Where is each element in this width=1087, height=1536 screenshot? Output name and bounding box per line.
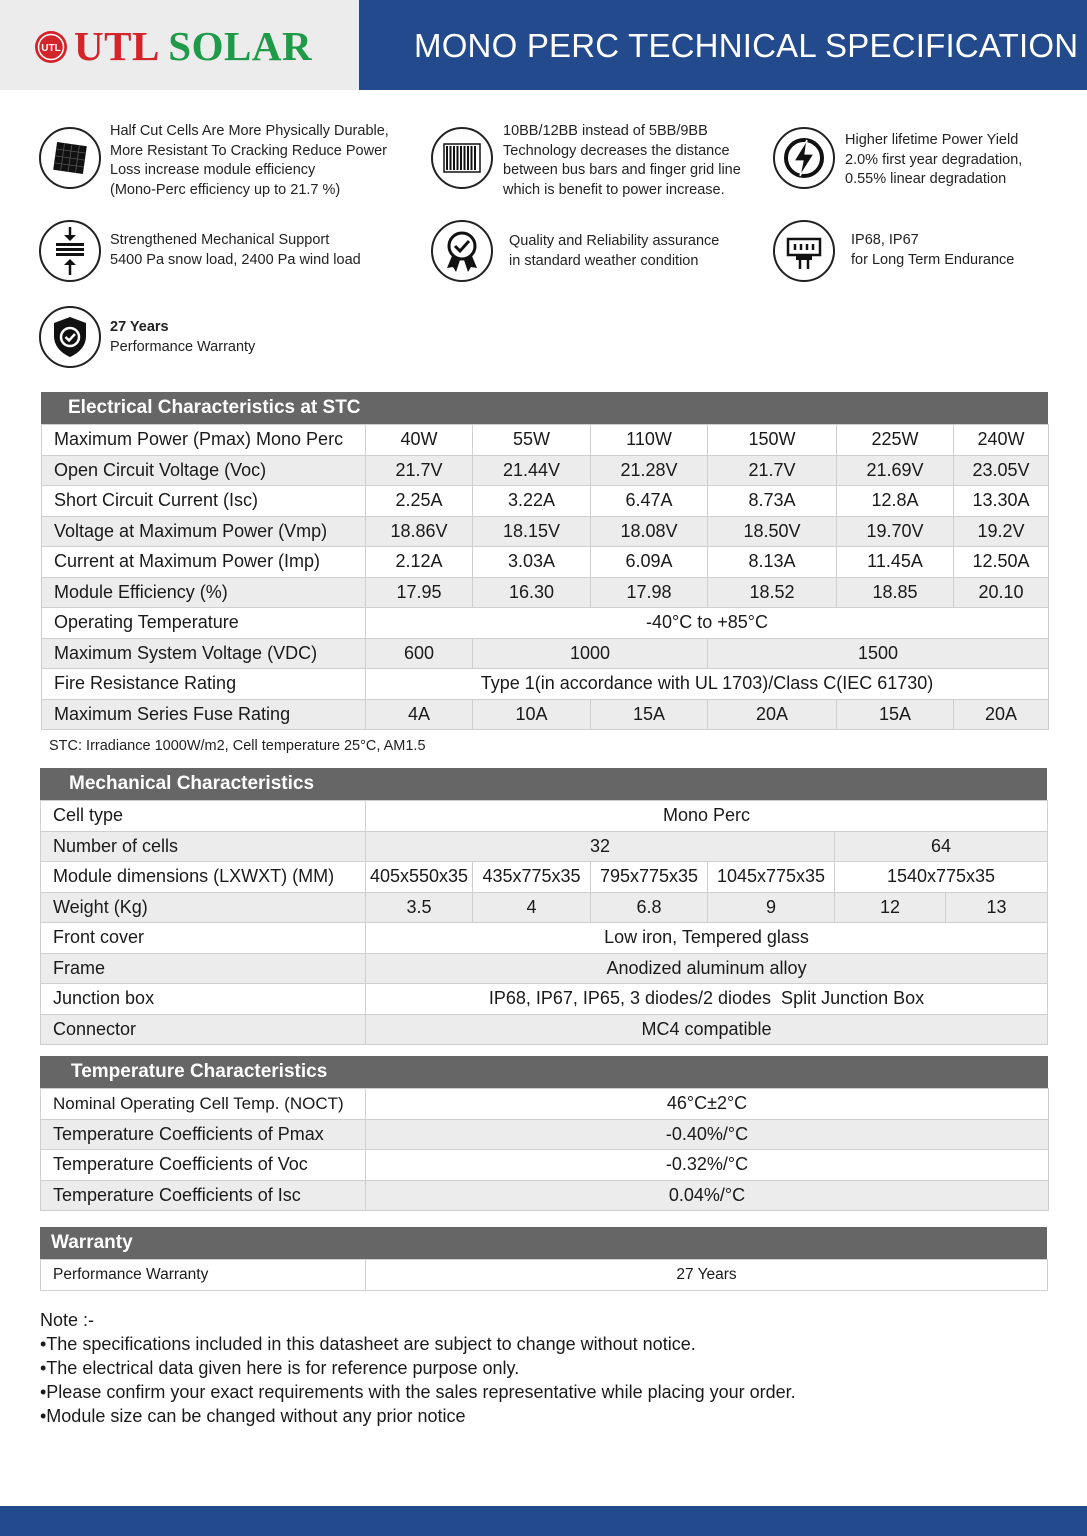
feature-title: 27 Years [110,319,169,335]
note-item: •The electrical data given here is for reference purpose only. [40,1358,520,1378]
load-icon [38,219,102,283]
cell-value: 12.50A [954,547,1049,578]
temperature-table [40,1088,1049,1211]
feature-text [110,231,361,270]
row-label: Maximum Series Fuse Rating [42,699,366,730]
cell-value: 3.03A [473,547,591,578]
cell-value: 18.86V [366,516,473,547]
half-cut-cell-icon [38,126,102,190]
cell-value: 2.25A [366,486,473,517]
row-label: Nominal Operating Cell Temp. (NOCT) [41,1089,366,1120]
table-row [41,984,1048,1015]
cell-value: 18.52 [708,577,837,608]
cell-value: 8.73A [708,486,837,517]
cell-value: 32 [366,831,835,862]
feature-line: Strengthened Mechanical Support [110,232,330,248]
cell-value: 18.15V [473,516,591,547]
cell-value: 20.10 [954,577,1049,608]
feature-line: IP68, IP67 [851,232,919,248]
row-label: Open Circuit Voltage (Voc) [42,455,366,486]
cell-value: 46°C±2°C [366,1089,1049,1120]
page-title: MONO PERC TECHNICAL SPECIFICATION [414,27,1079,64]
cell-value: 6.47A [591,486,708,517]
feature-line: between bus bars and finger grid line [503,162,741,178]
cell-value: 40W [366,425,473,456]
table-row [41,862,1048,893]
title-banner [359,0,1087,90]
quality-badge-icon [430,219,494,283]
cell-value: 4 [473,892,591,923]
table-row [41,831,1048,862]
logo-area [0,0,359,90]
table-row [42,577,1049,608]
cell-value: 1000 [473,638,708,669]
notes-heading: Note :- [40,1310,95,1330]
cell-value: Anodized aluminum alloy [366,953,1048,984]
lightning-icon [772,126,836,190]
stc-note: STC: Irradiance 1000W/m2, Cell temperature 25°C, AM1.5 [49,738,426,754]
feature-text [110,318,255,357]
cell-value: 17.95 [366,577,473,608]
row-label: Cell type [41,801,366,832]
cell-value: 6.09A [591,547,708,578]
row-label: Junction box [41,984,366,1015]
note-item: •The specifications included in this datasheet are subject to change without notice. [40,1334,696,1354]
cell-value: 64 [835,831,1048,862]
cell-value: 3.22A [473,486,591,517]
electrical-section-header: Electrical Characteristics at STC [41,392,1048,424]
feature-line: which is benefit to power increase. [503,181,725,198]
row-label: Performance Warranty [41,1260,366,1291]
cell-value: 1500 [708,638,1049,669]
page-header [0,0,1087,90]
table-row [41,1119,1049,1150]
cell-value: 1540x775x35 [835,862,1048,893]
cell-value: -40°C to +85°C [366,608,1049,639]
cell-value: 3.5 [366,892,473,923]
row-label: Temperature Coefficients of Voc [41,1150,366,1181]
feature-text [851,231,1014,270]
table-row [41,1180,1049,1211]
table-row [41,892,1048,923]
cell-value: 435x775x35 [473,862,591,893]
table-row [41,1014,1048,1045]
cell-value: Low iron, Tempered glass [366,923,1048,954]
row-label: Module Efficiency (%) [42,577,366,608]
feature-line: 5400 Pa snow load, 2400 Pa wind load [110,251,361,268]
cell-value: 21.7V [708,455,837,486]
cell-value: 13.30A [954,486,1049,517]
feature-line: Performance Warranty [110,338,256,355]
cell-value: 27 Years [366,1260,1048,1291]
cell-value: 0.04%/°C [366,1180,1049,1211]
row-label: Current at Maximum Power (Imp) [42,547,366,578]
cell-value: 17.98 [591,577,708,608]
table-row [42,608,1049,639]
feature-line: 0.55% linear degradation [845,171,1007,187]
feature-line: Half Cut Cells Are More Physically Durable, [110,123,389,139]
cell-value: 19.2V [954,516,1049,547]
row-label: Weight (Kg) [41,892,366,923]
logo-mark-text: UTL [41,43,61,54]
note-item: •Module size can be changed without any prior notice [40,1406,466,1426]
row-label: Maximum System Voltage (VDC) [42,638,366,669]
brand-name-solar: SOLAR [168,23,313,69]
cell-value: 12 [835,892,946,923]
table-row [41,953,1048,984]
cell-value: 23.05V [954,455,1049,486]
table-row [41,1089,1049,1120]
table-row [41,1260,1048,1291]
cell-value: 18.50V [708,516,837,547]
table-row [42,425,1049,456]
cell-value: 21.7V [366,455,473,486]
cell-value: 18.85 [837,577,954,608]
cell-value: 9 [708,892,835,923]
cell-value: 21.28V [591,455,708,486]
warranty-table [40,1259,1048,1291]
table-row [41,923,1048,954]
cell-value: Type 1(in accordance with UL 1703)/Class C(IEC 61730) [366,669,1049,700]
table-row [42,638,1049,669]
cell-value: 13 [946,892,1048,923]
feature-text [110,122,389,200]
row-label: Module dimensions (LXWXT) (MM) [41,862,366,893]
note-item: •Please confirm your exact requirements with the sales representative while placing your order. [40,1382,796,1402]
cell-value: -0.40%/°C [366,1119,1049,1150]
cell-value: 795x775x35 [591,862,708,893]
row-label: Frame [41,953,366,984]
cell-value: Mono Perc [366,801,1048,832]
row-label: Connector [41,1014,366,1045]
row-label: Number of cells [41,831,366,862]
table-row [42,547,1049,578]
cell-value: 240W [954,425,1049,456]
feature-text [509,232,719,271]
table-row [41,1150,1049,1181]
cell-value: -0.32%/°C [366,1150,1049,1181]
table-row [41,801,1048,832]
utl-logo-icon [34,30,68,64]
cell-value: 8.13A [708,547,837,578]
busbar-icon [430,126,494,190]
row-label: Short Circuit Current (Isc) [42,486,366,517]
table-row [42,486,1049,517]
cell-value: 600 [366,638,473,669]
temperature-section-header: Temperature Characteristics [40,1056,1048,1088]
table-row [42,699,1049,730]
cell-value: 6.8 [591,892,708,923]
cell-value: 20A [708,699,837,730]
notes-block [40,1308,796,1428]
cell-value: 2.12A [366,547,473,578]
feature-line: Technology decreases the distance [503,142,730,159]
cell-value: 11.45A [837,547,954,578]
cell-value: 55W [473,425,591,456]
row-label: Front cover [41,923,366,954]
footer-bar [0,1506,1087,1536]
cell-value: 21.44V [473,455,591,486]
cell-value: 10A [473,699,591,730]
feature-line: for Long Term Endurance [851,251,1015,268]
feature-line: Loss increase module efficiency [110,162,316,178]
feature-line: Higher lifetime Power Yield [845,132,1019,148]
feature-line: 10BB/12BB instead of 5BB/9BB [503,123,708,139]
feature-text [503,122,741,200]
mechanical-table [40,800,1048,1045]
ip-rating-icon [772,219,836,283]
cell-value: IP68, IP67, IP65, 3 diodes/2 diodes Split Junction Box [366,984,1048,1015]
brand-name [74,22,312,70]
row-label: Voltage at Maximum Power (Vmp) [42,516,366,547]
cell-value: MC4 compatible [366,1014,1048,1045]
electrical-table [41,424,1049,730]
table-row [42,455,1049,486]
mechanical-section-header: Mechanical Characteristics [40,768,1047,800]
cell-value: 150W [708,425,837,456]
table-row [42,516,1049,547]
row-label: Fire Resistance Rating [42,669,366,700]
feature-line: (Mono-Perc efficiency up to 21.7 %) [110,181,341,198]
cell-value: 21.69V [837,455,954,486]
cell-value: 12.8A [837,486,954,517]
feature-line: in standard weather condition [509,252,699,269]
warranty-section-header: Warranty [40,1227,1047,1259]
shield-check-icon [38,305,102,369]
feature-line: Quality and Reliability assurance [509,233,720,249]
row-label: Temperature Coefficients of Pmax [41,1119,366,1150]
cell-value: 15A [837,699,954,730]
cell-value: 20A [954,699,1049,730]
feature-text [845,131,1022,190]
row-label: Temperature Coefficients of Isc [41,1180,366,1211]
cell-value: 1045x775x35 [708,862,835,893]
cell-value: 4A [366,699,473,730]
brand-name-utl: UTL [74,23,158,69]
cell-value: 405x550x35 [366,862,473,893]
feature-line: 2.0% first year degradation, [845,151,1023,168]
cell-value: 110W [591,425,708,456]
row-label: Operating Temperature [42,608,366,639]
cell-value: 19.70V [837,516,954,547]
feature-line: More Resistant To Cracking Reduce Power [110,142,387,159]
row-label: Maximum Power (Pmax) Mono Perc [42,425,366,456]
cell-value: 16.30 [473,577,591,608]
table-row [42,669,1049,700]
cell-value: 225W [837,425,954,456]
cell-value: 18.08V [591,516,708,547]
cell-value: 15A [591,699,708,730]
